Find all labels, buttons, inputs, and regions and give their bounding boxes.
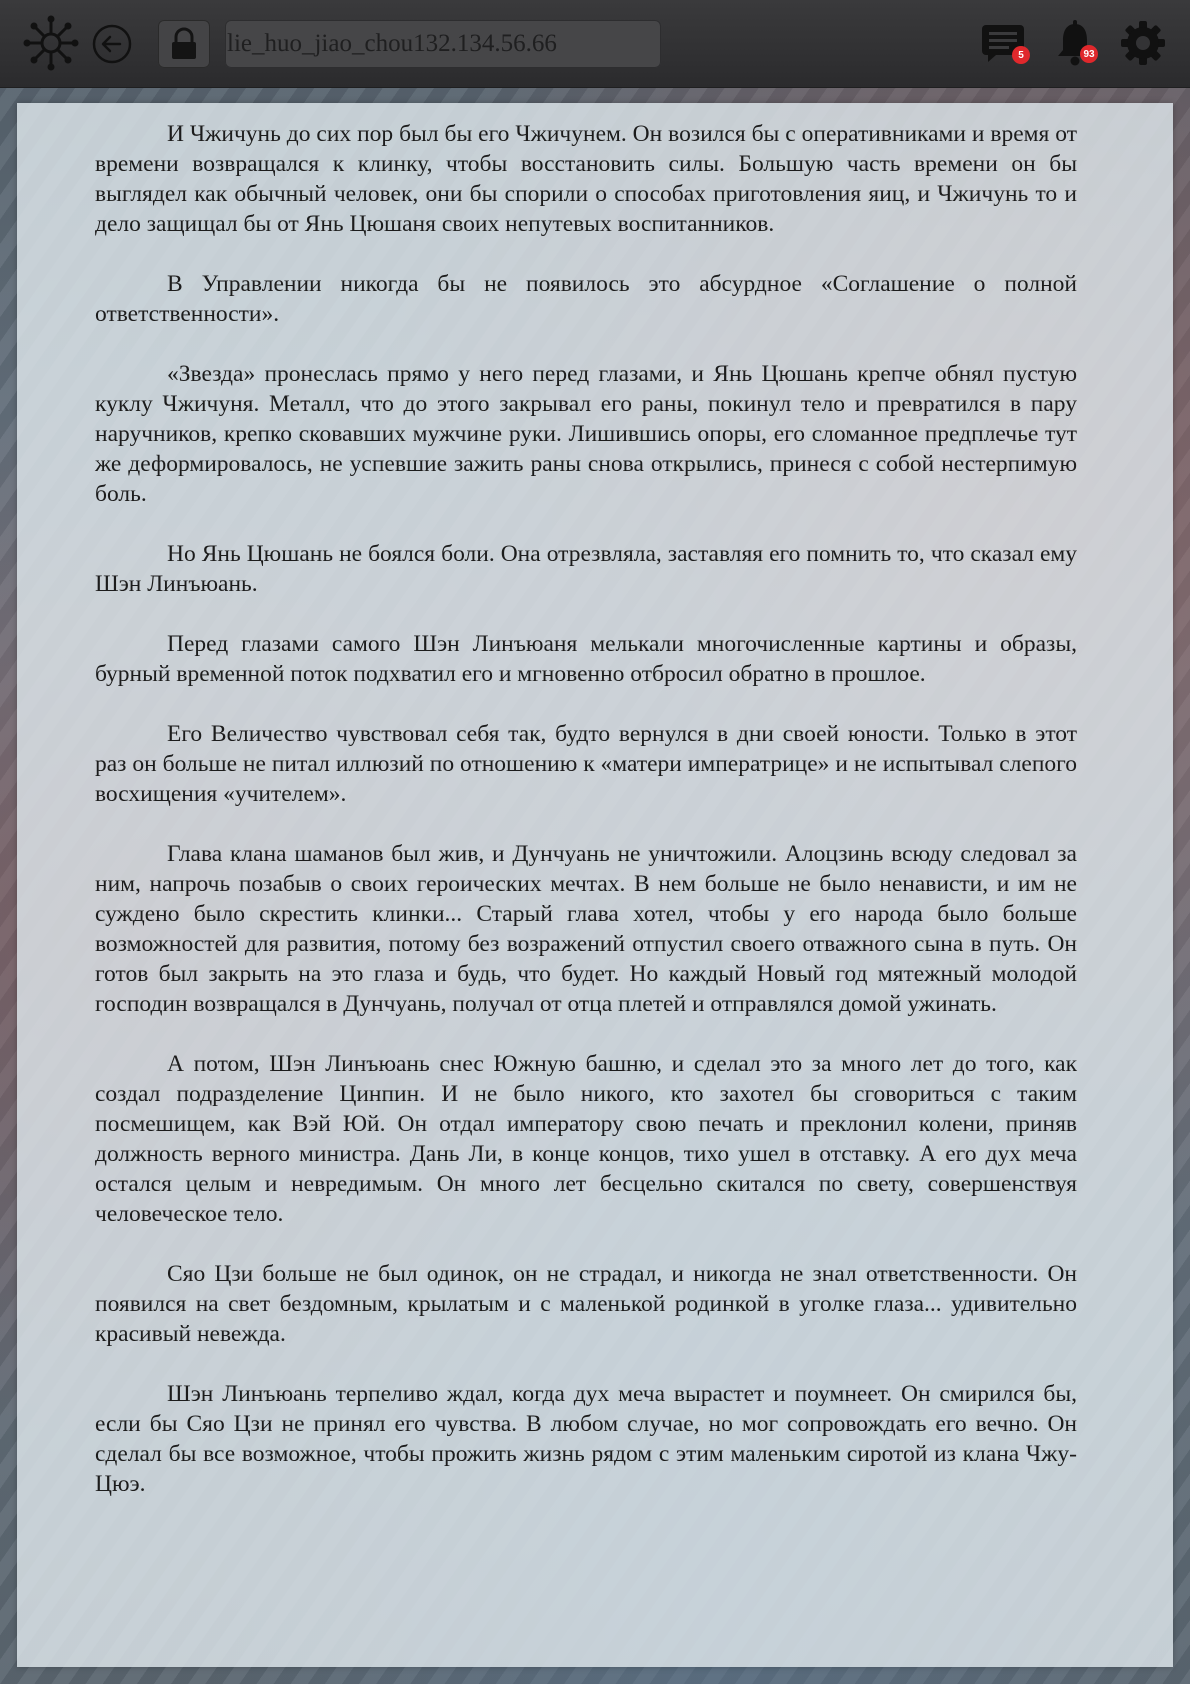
paragraph: В Управлении никогда бы не появилось это абсурдное «Соглашение о полной ответственности». bbox=[95, 271, 1077, 327]
paragraph: Шэн Линъюань терпеливо ждал, когда дух меча вырастет и поумнеет. Он смирился бы, если бы Сяо Цзи не принял его чувства. В любом случае, но мог сопровождать его вечно. Он сделал бы все возможное, чтобы прожить жизнь рядом с этим маленьким сиротой из клана Чжу-Цюэ. bbox=[95, 1381, 1077, 1497]
lock-icon bbox=[167, 26, 201, 62]
reader-page bbox=[17, 103, 1173, 1667]
messages-count-badge: 5 bbox=[1012, 46, 1030, 64]
address-bar[interactable] bbox=[225, 20, 661, 68]
paragraph: Перед глазами самого Шэн Линъюаня мелькали многочисленные картины и образы, бурный временной поток подхватил его и мгновенно отбросил обратно в прошлое. bbox=[95, 631, 1077, 687]
paragraph: «Звезда» пронеслась прямо у него перед глазами, и Янь Цюшань крепче обнял пустую куклу Чжичуня. Металл, что до этого закрывал его раны, покинул тело и превратился в пару наручников, крепко сковавших мужчине руки. Лишившись опоры, его сломанное предплечье тут же деформировалось, не успевшие зажить раны снова открылись, принеся с собой нестерпимую боль. bbox=[95, 361, 1077, 507]
chapter-text bbox=[95, 119, 1077, 1529]
top-toolbar bbox=[0, 0, 1190, 88]
paragraph: Глава клана шаманов был жив, и Дунчуань не уничтожили. Алоцзинь всюду следовал за ним, напрочь позабыв о своих героических мечтах. В нем больше не было ненависти, и им не суждено было скрестить клинки... Старый глава хотел, чтобы у его народа было больше возможностей для развития, потому без возражений отпустил своего отважного сына в путь. Он готов был закрыть на это глаза и будь, что будет. Но каждый Новый год мятежный молодой господин возвращался в Дунчуань, получал от отца плетей и отправлялся домой ужинать. bbox=[95, 841, 1077, 1017]
back-button[interactable] bbox=[91, 23, 133, 65]
lock-button[interactable] bbox=[158, 20, 210, 68]
gear-icon bbox=[1120, 20, 1166, 66]
paragraph: А потом, Шэн Линъюань снес Южную башню, и сделал это за много лет до того, как создал подразделение Цинпин. И не было никого, кто захотел бы сговориться с таким посмешищем, как Вэй Юй. Он отдал императору свою печать и преклонил колени, приняв должность верного министра. Дань Ли, в конце концов, тихо ушел в отставку. А его дух меча остался целым и невредимым. Он много лет бесцельно скитался по свету, совершенствуя человеческое тело. bbox=[95, 1051, 1077, 1227]
paragraph: Его Величество чувствовал себя так, будто вернулся в дни своей юности. Только в этот раз он больше не питал иллюзий по отношению к «матери императрице» и не испытывал слепого восхищения «учителем». bbox=[95, 721, 1077, 807]
paragraph: Сяо Цзи больше не был одинок, он не страдал, и никогда не знал ответственности. Он появился на свет бездомным, крылатым и с маленькой родинкой в уголке глаза... удивительно красивый невежда. bbox=[95, 1261, 1077, 1347]
settings-button[interactable] bbox=[1118, 18, 1168, 68]
network-hub-icon[interactable] bbox=[22, 14, 80, 72]
notifications-count-badge: 93 bbox=[1080, 45, 1098, 63]
paragraph: Но Янь Цюшань не боялся боли. Она отрезвляла, заставляя его помнить то, что сказал ему Шэн Линъюань. bbox=[95, 541, 1077, 597]
paragraph: И Чжичунь до сих пор был бы его Чжичунем. Он возился бы с оперативниками и время от времени возвращался к клинку, чтобы восстановить силы. Большую часть времени он бы выглядел как обычный человек, они бы спорили о способах приготовления яиц, и Чжичунь то и дело защищал бы от Янь Цюшаня своих непутевых воспитанников. bbox=[95, 121, 1077, 237]
back-arrow-icon bbox=[91, 23, 133, 65]
address-text: lie_huo_jiao_chou132.134.56.66 bbox=[227, 30, 557, 57]
